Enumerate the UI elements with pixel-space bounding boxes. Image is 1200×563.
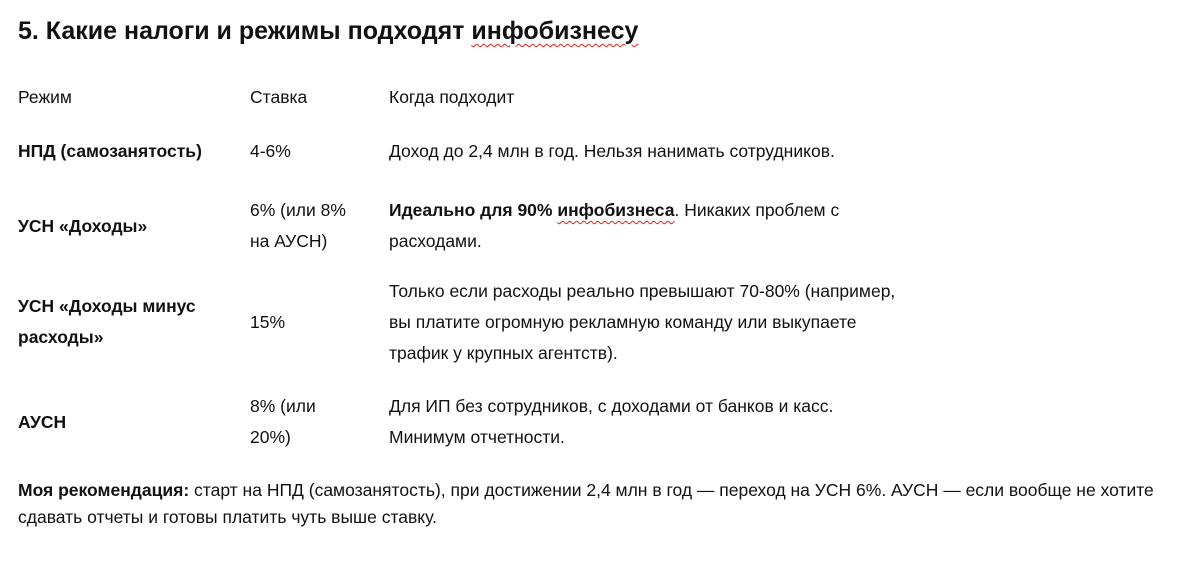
heading-text: 5. Какие налоги и режимы подходят xyxy=(18,17,472,45)
rate-cell xyxy=(250,378,389,466)
tax-regimes-table xyxy=(18,78,949,466)
when-cell xyxy=(389,378,949,466)
table-row xyxy=(18,186,949,266)
rate-cell xyxy=(250,186,389,266)
section-heading xyxy=(18,14,638,48)
mode-cell: НПД (самозанятость) xyxy=(18,140,202,161)
rate-cell: 15% xyxy=(250,311,286,332)
when-bold-text: Идеально для 90% xyxy=(389,200,558,220)
when-text: . Никаких проблем с xyxy=(674,200,840,220)
rate-line: 20%) xyxy=(250,427,291,447)
table-row xyxy=(18,116,949,186)
recommendation-paragraph xyxy=(18,477,1194,531)
mode-line: расходы» xyxy=(18,327,104,347)
when-line: трафик у крупных агентств). xyxy=(389,342,618,363)
table-header-row xyxy=(18,78,949,116)
mode-cell xyxy=(18,266,250,378)
when-bold-spellcheck-word: инфобизнеса xyxy=(557,200,675,220)
header-when: Когда подходит xyxy=(389,86,515,107)
when-line: Для ИП без сотрудников, с доходами от банков и касс. xyxy=(389,396,834,416)
table-row xyxy=(18,378,949,466)
when-cell: Доход до 2,4 млн в год. Нельзя нанимать сотрудников. xyxy=(389,140,835,161)
when-cell xyxy=(389,266,949,378)
heading-spellcheck-word: инфобизнесу xyxy=(471,17,639,45)
mode-cell: УСН «Доходы» xyxy=(18,215,148,236)
rate-cell: 4-6% xyxy=(250,140,291,161)
when-line: Только если расходы реально превышают 70-80% (например, xyxy=(389,280,896,301)
recommendation-label: Моя рекомендация: xyxy=(18,480,190,500)
table-row xyxy=(18,266,949,378)
when-text: расходами. xyxy=(389,231,482,251)
recommendation-text: старт на НПД (самозанятость), при достижении 2,4 млн в год — переход на УСН 6%. АУСН — если вообще не хотите сдавать отчеты и готовы платить чуть выше ставку. xyxy=(18,480,1154,527)
rate-line: на АУСН) xyxy=(250,231,328,251)
rate-line: 6% (или 8% xyxy=(250,200,346,220)
header-mode: Режим xyxy=(18,86,72,107)
when-cell xyxy=(389,186,949,266)
when-line: Минимум отчетности. xyxy=(389,427,565,447)
mode-line: УСН «Доходы минус xyxy=(18,296,196,316)
rate-line: 8% (или xyxy=(250,396,316,416)
header-rate: Ставка xyxy=(250,86,308,107)
mode-cell: АУСН xyxy=(18,411,67,432)
when-line: вы платите огромную рекламную команду или выкупаете xyxy=(389,311,857,332)
